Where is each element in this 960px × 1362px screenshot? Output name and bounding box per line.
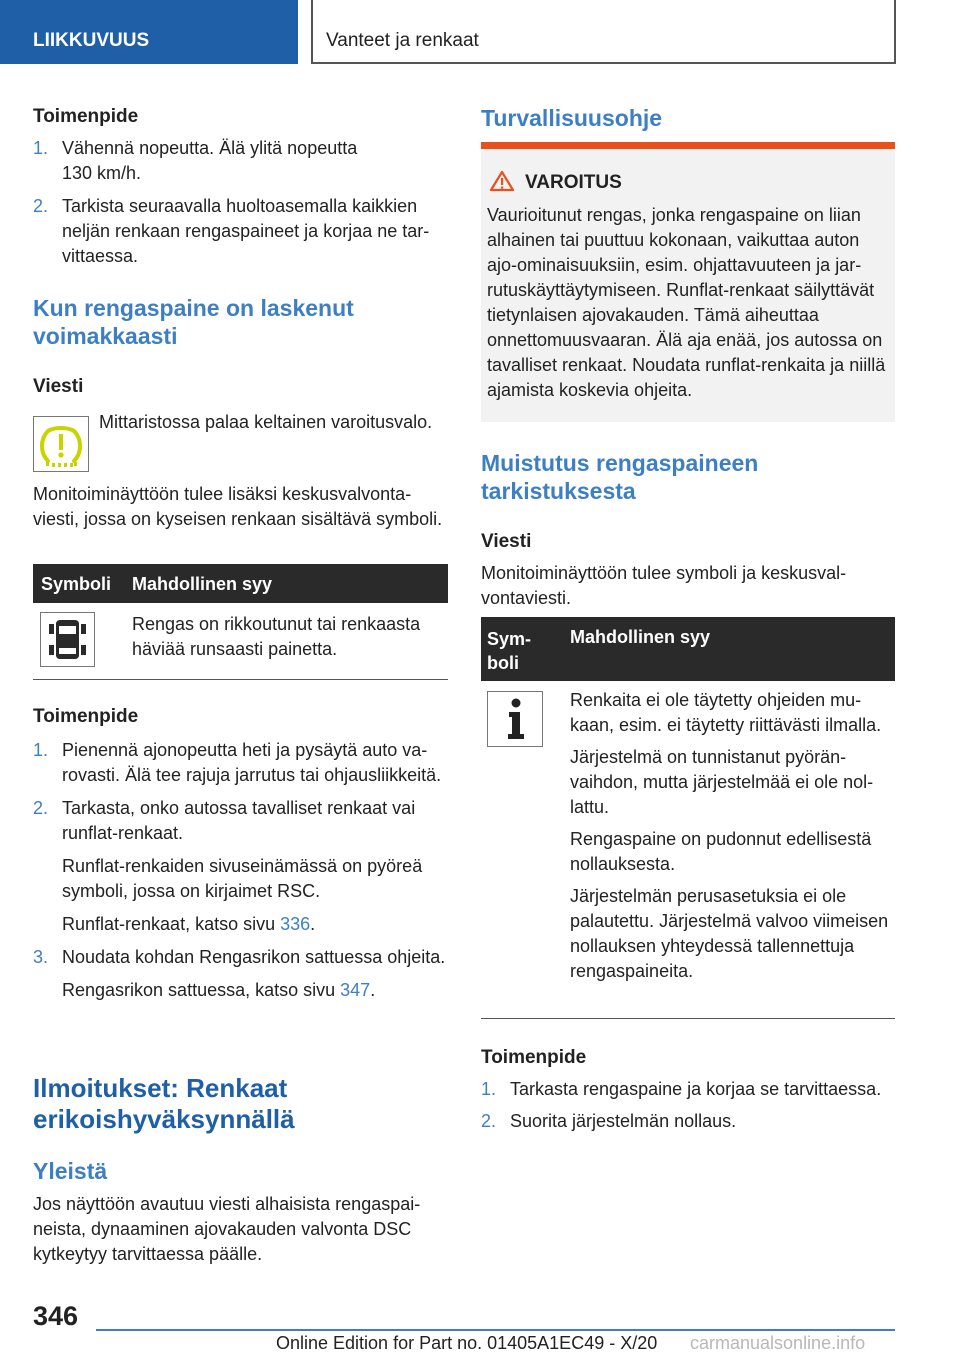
list-number: 1. xyxy=(33,740,49,760)
list-number: 1. xyxy=(481,1079,497,1099)
footer-rule xyxy=(96,1329,895,1331)
heading-reminder: Muistutus rengaspaineen tarkistuksesta xyxy=(481,450,759,504)
action-list xyxy=(481,1077,901,1134)
list-item xyxy=(33,945,448,970)
warning-bar xyxy=(481,142,895,149)
message-text: Monitoiminäyttöön tulee symboli ja keskusvalvontaviesti. xyxy=(481,563,847,608)
list-number: 2. xyxy=(481,1111,497,1131)
message-text: Mittaristossa palaa keltainen varoitusvalo. xyxy=(99,412,433,432)
action-title: Toimenpide xyxy=(481,1047,587,1068)
table-col-reason: Mahdollinen syy xyxy=(570,627,711,647)
ref-text: Rengasrikon sattuessa, katso sivu xyxy=(62,980,341,1000)
monitor-text: Monitoiminäyttöön tulee lisäksi keskusvalvontaviesti, jossa on kyseisen renkaan sisältävä symboli. xyxy=(33,484,443,529)
warning-box xyxy=(481,142,895,422)
list-number: 2. xyxy=(33,196,49,216)
period: . xyxy=(370,980,376,1000)
list-item xyxy=(33,194,448,269)
table-divider xyxy=(33,679,448,680)
list-text: Tarkasta, onko autossa tavalliset renkaat vai runflat-renkaat. xyxy=(62,798,416,843)
symbol-table-header xyxy=(33,564,448,603)
list-text: Tarkista seuraavalla huoltoasemalla kaikkien neljän renkaan rengaspaineet ja korjaa ne tarvittaessa. xyxy=(62,196,430,266)
message-title: Viesti xyxy=(33,376,84,397)
table-divider xyxy=(481,1018,895,1019)
tire-damage-car-icon xyxy=(40,612,95,667)
list-number: 1. xyxy=(33,138,49,158)
table-col-symbol: Symboli xyxy=(487,629,532,673)
symbol-table-header xyxy=(481,617,895,681)
list-number: 3. xyxy=(33,947,49,967)
list-subtext-ref xyxy=(33,912,448,937)
list-text: Noudata kohdan Rengasrikon sattuessa ohjeita. xyxy=(62,947,446,967)
page-link-336[interactable]: 336 xyxy=(280,914,311,934)
list-text: Tarkasta rengaspaine ja korjaa se tarvittaessa. xyxy=(510,1079,882,1099)
action1-list xyxy=(33,136,448,269)
table-row-reason: Järjestelmän perusasetuksia ei ole palautettu. Järjestelmä valvoo viimeisen nollauksen yhteydessä tallennettuja rengaspaineita. xyxy=(570,886,889,981)
list-text: Suorita järjestelmän nollaus. xyxy=(510,1111,737,1131)
list-text: Pienennä ajonopeutta heti ja pysäytä auto varovasti. Älä tee rajuja jarrutus tai ohjausliikkeitä. xyxy=(62,740,442,785)
header-section-label: LIIKKUVUUS xyxy=(33,30,150,51)
list-subtext: Runflat-renkaiden sivuseinämässä on pyöreä symboli, jossa on kirjaimet RSC. xyxy=(62,856,423,901)
warning-triangle-icon xyxy=(489,170,515,192)
table-col-reason: Mahdollinen syy xyxy=(132,574,273,594)
list-number: 2. xyxy=(33,798,49,818)
table-row-reason: Rengaspaine on pudonnut edellisestä nollauksesta. xyxy=(570,829,872,874)
reason-list xyxy=(570,688,895,984)
list-item xyxy=(481,1109,901,1134)
ref-text: Runflat-renkaat, katso sivu xyxy=(62,914,281,934)
list-item xyxy=(481,1077,901,1102)
table-row-reason: Rengas on rikkoutunut tai renkaasta häviää runsaasti painetta. xyxy=(132,614,421,659)
footer-edition: Online Edition for Part no. 01405A1EC49 - X/20 xyxy=(276,1333,658,1353)
footer-watermark: carmanualsonline.info xyxy=(690,1333,866,1353)
list-item xyxy=(33,796,448,846)
period: . xyxy=(310,914,316,934)
list-item xyxy=(33,136,448,186)
message-title: Viesti xyxy=(481,531,532,552)
info-icon xyxy=(487,691,543,747)
table-col-symbol: Symboli xyxy=(41,574,112,594)
tpms-warning-icon xyxy=(33,416,89,472)
table-row-reason: Renkaita ei ole täytetty ohjeiden mukaan, esim. ei täytetty riittävästi ilmalla. xyxy=(570,690,882,735)
heading-special-approval: Ilmoitukset: Renkaat erikoishyväksynnällä xyxy=(33,1073,295,1134)
action1-title: Toimenpide xyxy=(33,106,139,127)
header-chapter-tab xyxy=(311,0,896,64)
list-subtext-ref xyxy=(33,978,448,1003)
heading-general: Yleistä xyxy=(33,1158,108,1184)
page-number: 346 xyxy=(33,1301,79,1331)
page-link-347[interactable]: 347 xyxy=(340,980,371,1000)
heading-safety: Turvallisuusohje xyxy=(481,105,663,131)
general-text: Jos näyttöön avautuu viesti alhaisista rengaspaineista, dynaaminen ajovakauden valvonta DSC kytkeytyy tarvittaessa päälle. xyxy=(33,1194,421,1264)
heading-pressure-dropped: Kun rengaspaine on laskenut voimakkaasti xyxy=(33,295,354,349)
list-item xyxy=(33,738,448,788)
action2-list xyxy=(33,738,448,1003)
table-row-reason: Järjestelmä on tunnistanut pyöränvaihdon, mutta järjestelmää ei ole nollattu. xyxy=(570,747,874,817)
list-text: Vähennä nopeutta. Älä ylitä nopeutta 130 km/h. xyxy=(62,138,358,183)
header-chapter-label: Vanteet ja renkaat xyxy=(326,30,479,51)
warning-text: Vaurioitunut rengas, jonka rengaspaine on liian alhainen tai puuttuu kokonaan, vaikuttaa auton ajo-ominaisuuksiin, esim. ohjattavuuteen ja jarrutuskäyttäytymiseen. Runflat-renkaat säilyttävät tietynlaisen ajovakauden. Tämä aiheuttaa onnettomuusvaaran. Älä aja enää, jos autossa on tavalliset renkaat. Noudata runflat-renkaita ja niillä ajamista koskevia ohjeita. xyxy=(487,205,886,400)
action2-title: Toimenpide xyxy=(33,706,139,727)
header-section-tab xyxy=(0,0,298,64)
warning-title: VAROITUS xyxy=(525,172,622,193)
